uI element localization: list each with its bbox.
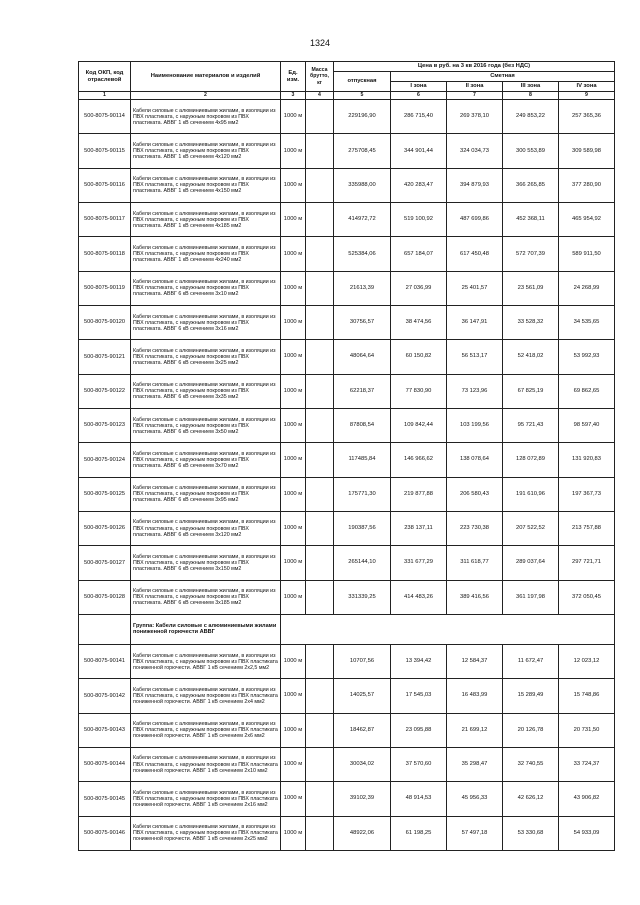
product-name: Кабели силовые с алюминиевыми жилами, в изоляции из ПВХ пластиката, с наружным покровом из ПВХ пластиката пониженной горючести. АВВГ 1 кВ сечением 2х6 мм2: [131, 713, 281, 747]
zone-1-price: 519 100,92: [391, 202, 447, 236]
zone-4-price: 53 992,93: [559, 340, 615, 374]
zone-3-price: 15 289,49: [503, 679, 559, 713]
zone-4-price: 197 367,73: [559, 477, 615, 511]
product-name: Кабели силовые с алюминиевыми жилами, в изоляции из ПВХ пластиката, с наружным покровом из ПВХ пластиката пониженной горючести. АВВГ 1 кВ сечением 2х16 мм2: [131, 782, 281, 816]
name-header: Наименование материалов и изделий: [131, 62, 281, 92]
release-price: 30756,57: [334, 305, 391, 339]
release-price: 48922,06: [334, 816, 391, 850]
zone-1-price: 77 830,90: [391, 374, 447, 408]
table-row: [79, 443, 615, 477]
zone-3-price: 289 037,64: [503, 546, 559, 580]
mass-cell: [306, 546, 334, 580]
zone-1-price: 38 474,56: [391, 305, 447, 339]
product-name: Кабели силовые с алюминиевыми жилами, в изоляции из ПВХ пластиката, с наружным покровом из ПВХ пластиката. АВВГ 1 кВ сечением 4х120 мм2: [131, 134, 281, 168]
zone-3-price: 366 265,85: [503, 168, 559, 202]
unit-header: Ед. изм.: [281, 62, 306, 92]
table-row: [79, 546, 615, 580]
zone-2-header: II зона: [447, 82, 503, 92]
column-index-row: [79, 92, 615, 100]
table-row: [79, 511, 615, 545]
zone-2-price: 73 123,96: [447, 374, 503, 408]
code-header: Код ОКП, код отраслевой: [79, 62, 131, 92]
release-price: 87808,54: [334, 408, 391, 442]
product-code: 500-8075-90120: [79, 305, 131, 339]
zone-1-price: 23 095,88: [391, 713, 447, 747]
mass-cell: [306, 374, 334, 408]
product-code: 500-8075-90146: [79, 816, 131, 850]
zone-4-price: 15 748,86: [559, 679, 615, 713]
zone-3-price: 11 672,47: [503, 644, 559, 678]
zone-2-price: 324 034,73: [447, 134, 503, 168]
unit-cell: 1000 м: [281, 271, 306, 305]
column-index: 7: [447, 92, 503, 100]
zone-4-price: 309 589,98: [559, 134, 615, 168]
zone-1-price: 331 677,29: [391, 546, 447, 580]
product-name: Кабели силовые с алюминиевыми жилами, в изоляции из ПВХ пластиката, с наружным покровом из ПВХ пластиката. АВВГ 6 кВ сечением 3х185 мм2: [131, 580, 281, 614]
zone-2-price: 35 298,47: [447, 747, 503, 781]
release-price: 175771,30: [334, 477, 391, 511]
zone-2-price: 223 730,38: [447, 511, 503, 545]
zone-4-price: 34 535,65: [559, 305, 615, 339]
release-price: 30034,02: [334, 747, 391, 781]
group-empty-cell: [281, 614, 615, 644]
mass-cell: [306, 237, 334, 271]
table-row: [79, 237, 615, 271]
release-price: 265144,10: [334, 546, 391, 580]
price-table: [78, 61, 615, 851]
zone-2-price: 487 699,86: [447, 202, 503, 236]
zone-2-price: 16 483,99: [447, 679, 503, 713]
zone-1-price: 219 877,88: [391, 477, 447, 511]
unit-cell: 1000 м: [281, 713, 306, 747]
zone-1-price: 48 914,53: [391, 782, 447, 816]
product-name: Кабели силовые с алюминиевыми жилами, в изоляции из ПВХ пластиката, с наружным покровом из ПВХ пластиката. АВВГ 6 кВ сечением 3х16 мм2: [131, 305, 281, 339]
product-name: Кабели силовые с алюминиевыми жилами, в изоляции из ПВХ пластиката, с наружным покровом из ПВХ пластиката. АВВГ 6 кВ сечением 3х10 мм2: [131, 271, 281, 305]
mass-header: Масса брутто, кг: [306, 62, 334, 92]
zone-1-price: 13 394,42: [391, 644, 447, 678]
table-row: [79, 168, 615, 202]
product-code: 500-8075-90128: [79, 580, 131, 614]
zone-1-price: 286 715,40: [391, 100, 447, 134]
zone-2-price: 57 497,18: [447, 816, 503, 850]
column-index: 3: [281, 92, 306, 100]
product-name: Кабели силовые с алюминиевыми жилами, в изоляции из ПВХ пластиката, с наружным покровом из ПВХ пластиката. АВВГ 1 кВ сечением 4х240 мм2: [131, 237, 281, 271]
zone-4-price: 589 911,50: [559, 237, 615, 271]
release-price: 229196,90: [334, 100, 391, 134]
product-name: Кабели силовые с алюминиевыми жилами, в изоляции из ПВХ пластиката, с наружным покровом из ПВХ пластиката. АВВГ 6 кВ сечением 3х25 мм2: [131, 340, 281, 374]
zone-3-price: 53 330,68: [503, 816, 559, 850]
table-row: [79, 340, 615, 374]
zone-3-price: 191 610,96: [503, 477, 559, 511]
zone-3-price: 572 707,39: [503, 237, 559, 271]
zone-1-price: 37 570,60: [391, 747, 447, 781]
zone-3-price: 20 126,78: [503, 713, 559, 747]
release-price: 117485,84: [334, 443, 391, 477]
mass-cell: [306, 816, 334, 850]
release-price: 62218,37: [334, 374, 391, 408]
release-price: 10707,56: [334, 644, 391, 678]
mass-cell: [306, 644, 334, 678]
column-index: 4: [306, 92, 334, 100]
zone-4-price: 465 954,92: [559, 202, 615, 236]
product-code: 500-8075-90115: [79, 134, 131, 168]
release-price: 525384,06: [334, 237, 391, 271]
unit-cell: 1000 м: [281, 747, 306, 781]
release-price: 335988,00: [334, 168, 391, 202]
unit-cell: 1000 м: [281, 340, 306, 374]
mass-cell: [306, 202, 334, 236]
zone-1-price: 657 184,07: [391, 237, 447, 271]
zone-3-price: 300 553,89: [503, 134, 559, 168]
table-row: [79, 580, 615, 614]
mass-cell: [306, 443, 334, 477]
release-price: 14025,57: [334, 679, 391, 713]
unit-cell: 1000 м: [281, 443, 306, 477]
zone-1-header: I зона: [391, 82, 447, 92]
product-name: Кабели силовые с алюминиевыми жилами, в изоляции из ПВХ пластиката, с наружным покровом из ПВХ пластиката пониженной горючести. АВВГ 1 кВ сечением 2х25 мм2: [131, 816, 281, 850]
product-code: 500-8075-90126: [79, 511, 131, 545]
table-row: [79, 679, 615, 713]
zone-4-price: 377 280,90: [559, 168, 615, 202]
zone-2-price: 311 618,77: [447, 546, 503, 580]
zone-4-price: 131 920,83: [559, 443, 615, 477]
product-code: 500-8075-90117: [79, 202, 131, 236]
mass-cell: [306, 271, 334, 305]
product-name: Кабели силовые с алюминиевыми жилами, в изоляции из ПВХ пластиката, с наружным покровом из ПВХ пластиката. АВВГ 6 кВ сечением 3х150 мм2: [131, 546, 281, 580]
unit-cell: 1000 м: [281, 511, 306, 545]
table-row: [79, 408, 615, 442]
table-row: [79, 782, 615, 816]
column-index: 5: [334, 92, 391, 100]
unit-cell: 1000 м: [281, 477, 306, 511]
release-price: 414972,72: [334, 202, 391, 236]
column-index: 9: [559, 92, 615, 100]
release-price: 48064,64: [334, 340, 391, 374]
column-index: 1: [79, 92, 131, 100]
zone-4-price: 54 933,09: [559, 816, 615, 850]
table-row: [79, 134, 615, 168]
zone-2-price: 36 147,91: [447, 305, 503, 339]
zone-4-price: 257 365,36: [559, 100, 615, 134]
mass-cell: [306, 747, 334, 781]
product-code: 500-8075-90143: [79, 713, 131, 747]
zone-2-price: 21 699,12: [447, 713, 503, 747]
release-price: 18462,87: [334, 713, 391, 747]
product-code: 500-8075-90127: [79, 546, 131, 580]
product-name: Кабели силовые с алюминиевыми жилами, в изоляции из ПВХ пластиката, с наружным покровом из ПВХ пластиката. АВВГ 1 кВ сечением 4х150 мм2: [131, 168, 281, 202]
zone-4-price: 33 724,37: [559, 747, 615, 781]
zone-3-price: 249 853,22: [503, 100, 559, 134]
unit-cell: 1000 м: [281, 168, 306, 202]
table-row: [79, 713, 615, 747]
zone-3-price: 23 561,09: [503, 271, 559, 305]
unit-cell: 1000 м: [281, 644, 306, 678]
product-code: 500-8075-90119: [79, 271, 131, 305]
column-index: 6: [391, 92, 447, 100]
product-name: Кабели силовые с алюминиевыми жилами, в изоляции из ПВХ пластиката, с наружным покровом из ПВХ пластиката. АВВГ 6 кВ сечением 3х50 мм2: [131, 408, 281, 442]
zone-2-price: 269 378,10: [447, 100, 503, 134]
unit-cell: 1000 м: [281, 408, 306, 442]
table-row: [79, 305, 615, 339]
mass-cell: [306, 134, 334, 168]
table-body: [79, 100, 615, 851]
product-name: Кабели силовые с алюминиевыми жилами, в изоляции из ПВХ пластиката, с наружным покровом из ПВХ пластиката пониженной горючести. АВВГ 1 кВ сечением 2х10 мм2: [131, 747, 281, 781]
zone-1-price: 420 283,47: [391, 168, 447, 202]
release-price: 190387,56: [334, 511, 391, 545]
zone-2-price: 206 580,43: [447, 477, 503, 511]
unit-cell: 1000 м: [281, 679, 306, 713]
table-row: [79, 816, 615, 850]
mass-cell: [306, 580, 334, 614]
zone-2-price: 103 199,56: [447, 408, 503, 442]
zone-4-price: 213 757,88: [559, 511, 615, 545]
zone-3-price: 32 740,55: [503, 747, 559, 781]
zone-1-price: 27 036,99: [391, 271, 447, 305]
mass-cell: [306, 305, 334, 339]
column-index: 8: [503, 92, 559, 100]
mass-cell: [306, 340, 334, 374]
zone-4-header: IV зона: [559, 82, 615, 92]
product-code: 500-8075-90121: [79, 340, 131, 374]
mass-cell: [306, 713, 334, 747]
product-name: Кабели силовые с алюминиевыми жилами, в изоляции из ПВХ пластиката, с наружным покровом из ПВХ пластиката. АВВГ 6 кВ сечением 3х95 мм2: [131, 477, 281, 511]
product-name: Кабели силовые с алюминиевыми жилами, в изоляции из ПВХ пластиката, с наружным покровом из ПВХ пластиката. АВВГ 1 кВ сечением 4х185 мм2: [131, 202, 281, 236]
group-row: [79, 614, 615, 644]
product-name: Кабели силовые с алюминиевыми жилами, в изоляции из ПВХ пластиката, с наружным покровом из ПВХ пластиката. АВВГ 6 кВ сечением 3х70 мм2: [131, 443, 281, 477]
zone-2-price: 394 879,93: [447, 168, 503, 202]
mass-cell: [306, 168, 334, 202]
product-code: 500-8075-90144: [79, 747, 131, 781]
zone-2-price: 617 450,48: [447, 237, 503, 271]
product-code: 500-8075-90123: [79, 408, 131, 442]
zone-1-price: 60 150,82: [391, 340, 447, 374]
zone-4-price: 20 731,50: [559, 713, 615, 747]
mass-cell: [306, 408, 334, 442]
zone-4-price: 98 597,40: [559, 408, 615, 442]
table-row: [79, 271, 615, 305]
zone-2-price: 389 416,56: [447, 580, 503, 614]
price-header: Цена в руб. на 3 кв 2016 года (без НДС): [334, 62, 615, 72]
zone-3-price: 33 528,32: [503, 305, 559, 339]
product-name: Кабели силовые с алюминиевыми жилами, в изоляции из ПВХ пластиката, с наружным покровом из ПВХ пластиката пониженной горючести. АВВГ 1 кВ сечением 2х2,5 мм2: [131, 644, 281, 678]
release-price: 39102,39: [334, 782, 391, 816]
zone-2-price: 12 584,37: [447, 644, 503, 678]
unit-cell: 1000 м: [281, 134, 306, 168]
table-row: [79, 202, 615, 236]
table-row: [79, 644, 615, 678]
zone-2-price: 25 401,57: [447, 271, 503, 305]
zone-1-price: 238 137,11: [391, 511, 447, 545]
product-name: Кабели силовые с алюминиевыми жилами, в изоляции из ПВХ пластиката, с наружным покровом из ПВХ пластиката. АВВГ 6 кВ сечением 3х35 мм2: [131, 374, 281, 408]
zone-4-price: 43 906,82: [559, 782, 615, 816]
release-price: 275708,45: [334, 134, 391, 168]
zone-1-price: 61 198,25: [391, 816, 447, 850]
column-index: 2: [131, 92, 281, 100]
zone-4-price: 69 862,65: [559, 374, 615, 408]
unit-cell: 1000 м: [281, 580, 306, 614]
product-code: 500-8075-90125: [79, 477, 131, 511]
zone-3-header: III зона: [503, 82, 559, 92]
table-row: [79, 477, 615, 511]
zone-1-price: 414 483,26: [391, 580, 447, 614]
page-number: 1324: [309, 38, 331, 48]
table-row: [79, 100, 615, 134]
zone-4-price: 297 721,71: [559, 546, 615, 580]
product-code: 500-8075-90145: [79, 782, 131, 816]
product-code: 500-8075-90124: [79, 443, 131, 477]
zone-3-price: 52 418,02: [503, 340, 559, 374]
table-row: [79, 374, 615, 408]
zone-3-price: 128 072,89: [503, 443, 559, 477]
zone-3-price: 42 626,12: [503, 782, 559, 816]
zone-4-price: 24 268,99: [559, 271, 615, 305]
unit-cell: 1000 м: [281, 782, 306, 816]
zone-2-price: 45 956,33: [447, 782, 503, 816]
zone-1-price: 344 901,44: [391, 134, 447, 168]
unit-cell: 1000 м: [281, 546, 306, 580]
unit-cell: 1000 м: [281, 816, 306, 850]
unit-cell: 1000 м: [281, 237, 306, 271]
zone-1-price: 17 545,03: [391, 679, 447, 713]
product-code: 500-8075-90142: [79, 679, 131, 713]
unit-cell: 1000 м: [281, 374, 306, 408]
zone-3-price: 361 197,98: [503, 580, 559, 614]
zone-4-price: 12 023,12: [559, 644, 615, 678]
mass-cell: [306, 782, 334, 816]
product-code: 500-8075-90118: [79, 237, 131, 271]
mass-cell: [306, 477, 334, 511]
unit-cell: 1000 м: [281, 100, 306, 134]
release-price: 331339,25: [334, 580, 391, 614]
product-code: 500-8075-90122: [79, 374, 131, 408]
zone-3-price: 67 825,19: [503, 374, 559, 408]
release-price-header: отпускная: [334, 72, 391, 92]
mass-cell: [306, 100, 334, 134]
product-code: 500-8075-90114: [79, 100, 131, 134]
mass-cell: [306, 511, 334, 545]
group-title: Группа: Кабели силовые с алюминиевыми жилами пониженной горючести АВВГ: [131, 614, 281, 644]
product-name: Кабели силовые с алюминиевыми жилами, в изоляции из ПВХ пластиката, с наружным покровом из ПВХ пластиката. АВВГ 1 кВ сечением 4х95 мм2: [131, 100, 281, 134]
zone-2-price: 138 078,64: [447, 443, 503, 477]
mass-cell: [306, 679, 334, 713]
product-name: Кабели силовые с алюминиевыми жилами, в изоляции из ПВХ пластиката, с наружным покровом из ПВХ пластиката пониженной горючести. АВВГ 1 кВ сечением 2х4 мм2: [131, 679, 281, 713]
product-name: Кабели силовые с алюминиевыми жилами, в изоляции из ПВХ пластиката, с наружным покровом из ПВХ пластиката. АВВГ 6 кВ сечением 3х120 мм2: [131, 511, 281, 545]
zone-1-price: 146 966,62: [391, 443, 447, 477]
product-code: 500-8075-90141: [79, 644, 131, 678]
unit-cell: 1000 м: [281, 305, 306, 339]
table-row: [79, 747, 615, 781]
zone-3-price: 207 522,52: [503, 511, 559, 545]
group-code-cell: [79, 614, 131, 644]
zone-4-price: 372 050,45: [559, 580, 615, 614]
zone-3-price: 452 368,11: [503, 202, 559, 236]
zone-2-price: 56 513,17: [447, 340, 503, 374]
product-code: 500-8075-90116: [79, 168, 131, 202]
zone-1-price: 109 842,44: [391, 408, 447, 442]
release-price: 21613,39: [334, 271, 391, 305]
unit-cell: 1000 м: [281, 202, 306, 236]
zone-3-price: 95 721,43: [503, 408, 559, 442]
estimate-price-header: Сметная: [391, 72, 615, 82]
